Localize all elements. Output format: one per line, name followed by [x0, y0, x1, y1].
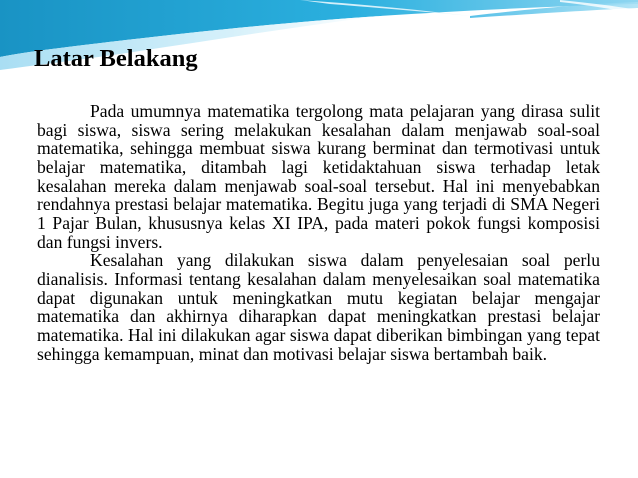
paragraph-1: Pada umumnya matematika tergolong mata pelajaran yang dirasa sulit bagi siswa, siswa sering melakukan kesalahan dalam menjawab soal-soal matematika, sehingga membuat siswa kurang berminat dan termotivasi untuk belajar matematika, ditambah lagi ketidaktahuan siswa terhadap letak kesalahan mereka dalam menjawab soal-soal tersebut. Hal ini menyebabkan rendahnya prestasi belajar matematika. Begitu juga yang terjadi di SMA Negeri 1 Pajar Bulan, khususnya kelas XI IPA, pada materi pokok fungsi komposisi dan fungsi invers. [37, 101, 600, 252]
slide-title: Latar Belakang [34, 45, 198, 72]
paragraph-2: Kesalahan yang dilakukan siswa dalam penyelesaian soal perlu dianalisis. Informasi tentang kesalahan dalam menyelesaikan soal matematika dapat digunakan untuk meningkatkan mutu kegiatan belajar mengajar matematika dan akhirnya diharapkan dapat meningkatkan prestasi belajar matematika. Hal ini dilakukan agar siswa dapat diberikan bimbingan yang tepat sehingga kemampuan, minat dan motivasi belajar siswa bertambah baik. [37, 250, 600, 364]
body-text [37, 102, 600, 363]
